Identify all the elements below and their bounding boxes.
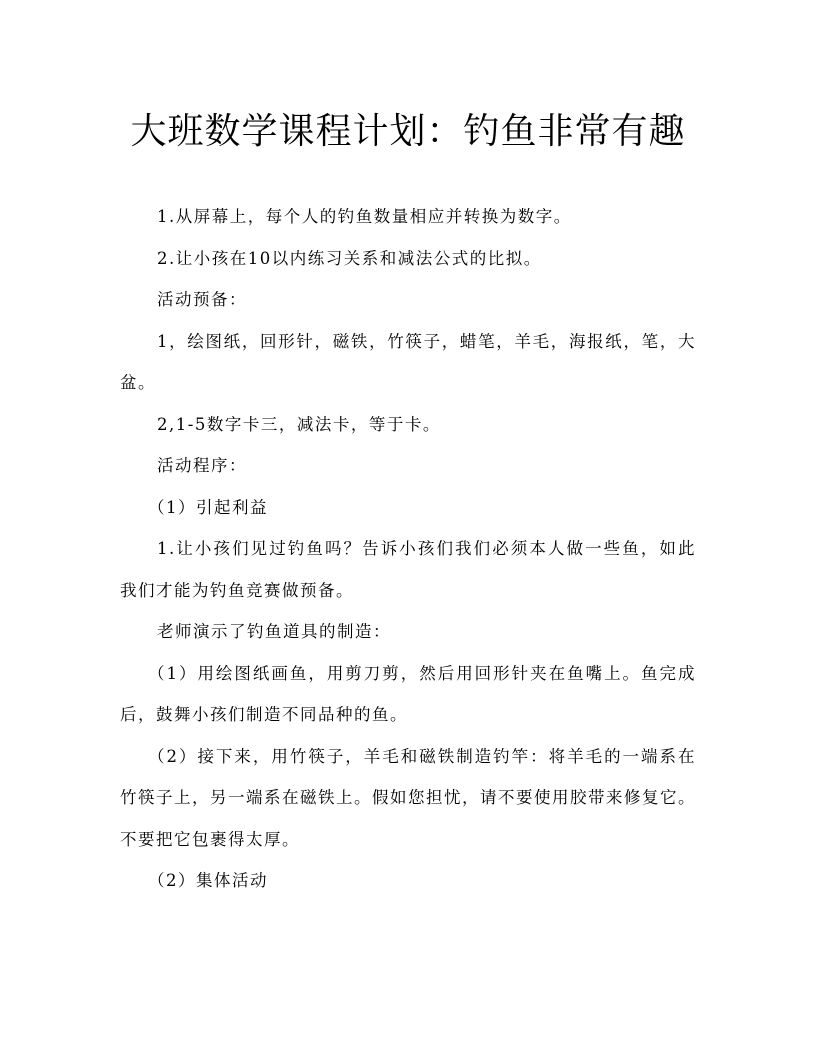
objective-2: 2.让小孩在10以内练习关系和减法公式的比拟。: [157, 248, 542, 268]
objective-1: 1.从屏幕上，每个人的钓鱼数量相应并转换为数字。: [157, 207, 572, 226]
demo-step-2: （2）接下来，用竹筷子，羊毛和磁铁制造钓竿：将羊毛的一端系在竹筷子上，另一端系在磁铁上。假如您担忧，请不要使用胶带来修复它。不要把它包裹得太厚。: [120, 746, 696, 849]
procedure-paragraph-1: 1.让小孩们见过钓鱼吗？告诉小孩们我们必须本人做一些鱼，如此我们才能为钓鱼竞赛做预备。: [120, 539, 696, 600]
demo-step-1: （1）用绘图纸画鱼，用剪刀剪，然后用回形针夹在鱼嘴上。鱼完成后，鼓舞小孩们制造不同品种的鱼。: [120, 663, 696, 724]
step-heading-interest: （1）引起利益: [148, 497, 268, 517]
document-body: [120, 196, 696, 902]
section-heading-procedure: 活动程序：: [157, 456, 247, 475]
document-title: 大班数学课程计划：钓鱼非常有趣: [130, 111, 686, 152]
materials-2: 2,1-5数字卡三，减法卡，等于卡。: [157, 414, 441, 434]
materials-1: 1，绘图纸，回形针，磁铁，竹筷子，蜡笔，羊毛，海报纸，笔，大盆。: [120, 331, 696, 392]
section-heading-preparation: 活动预备：: [157, 290, 247, 309]
teacher-demo-heading: 老师演示了钓鱼道具的制造：: [157, 622, 391, 641]
step-heading-group-activity: （2）集体活动: [148, 871, 268, 890]
